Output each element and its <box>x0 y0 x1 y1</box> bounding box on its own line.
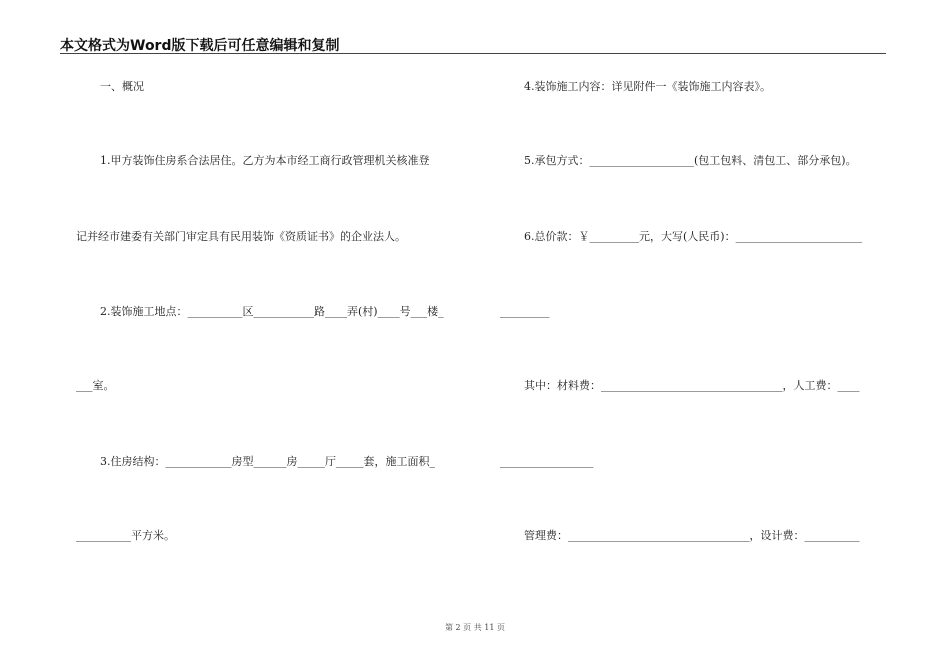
item6-line: 6.总价款：￥_________元，大写(人民币)：_______________________ <box>524 230 863 243</box>
header-divider <box>60 53 886 54</box>
item3-line1: 3.住房结构：____________房型______房_____厅_____套，施工面积_ <box>100 455 435 468</box>
cost-line2: 管理费：_________________________________，设计费：__________ <box>524 529 860 542</box>
item1-line2: 记并经市建委有关部门审定具有民用装饰《资质证书》的企业法人。 <box>76 230 406 243</box>
item2-line1-tail: _________ <box>500 305 550 318</box>
item2-line1: 2.装饰施工地点：__________区___________路____弄(村)____号___楼_ <box>100 305 444 318</box>
document-header-title: 本文格式为Word版下载后可任意编辑和复制 <box>60 38 340 54</box>
item3-line2: __________平方米。 <box>76 529 175 542</box>
cost-line1: 其中：材料费：_________________________________，人工费：____ <box>524 379 860 392</box>
item4-line: 4.装饰施工内容：详见附件一《装饰施工内容表》。 <box>524 80 771 93</box>
item3-line1-tail: _________________ <box>500 455 594 468</box>
section-heading: 一、概况 <box>100 80 144 93</box>
item5-line: 5.承包方式：___________________(包工包料、清包工、部分承包)。 <box>524 154 857 167</box>
page-number: 第 2 页 共 11 页 <box>445 623 505 632</box>
item1-line1: 1.甲方装饰住房系合法居住。乙方为本市经工商行政管理机关核准登 <box>100 154 430 167</box>
item2-line2: ___室。 <box>76 379 115 392</box>
